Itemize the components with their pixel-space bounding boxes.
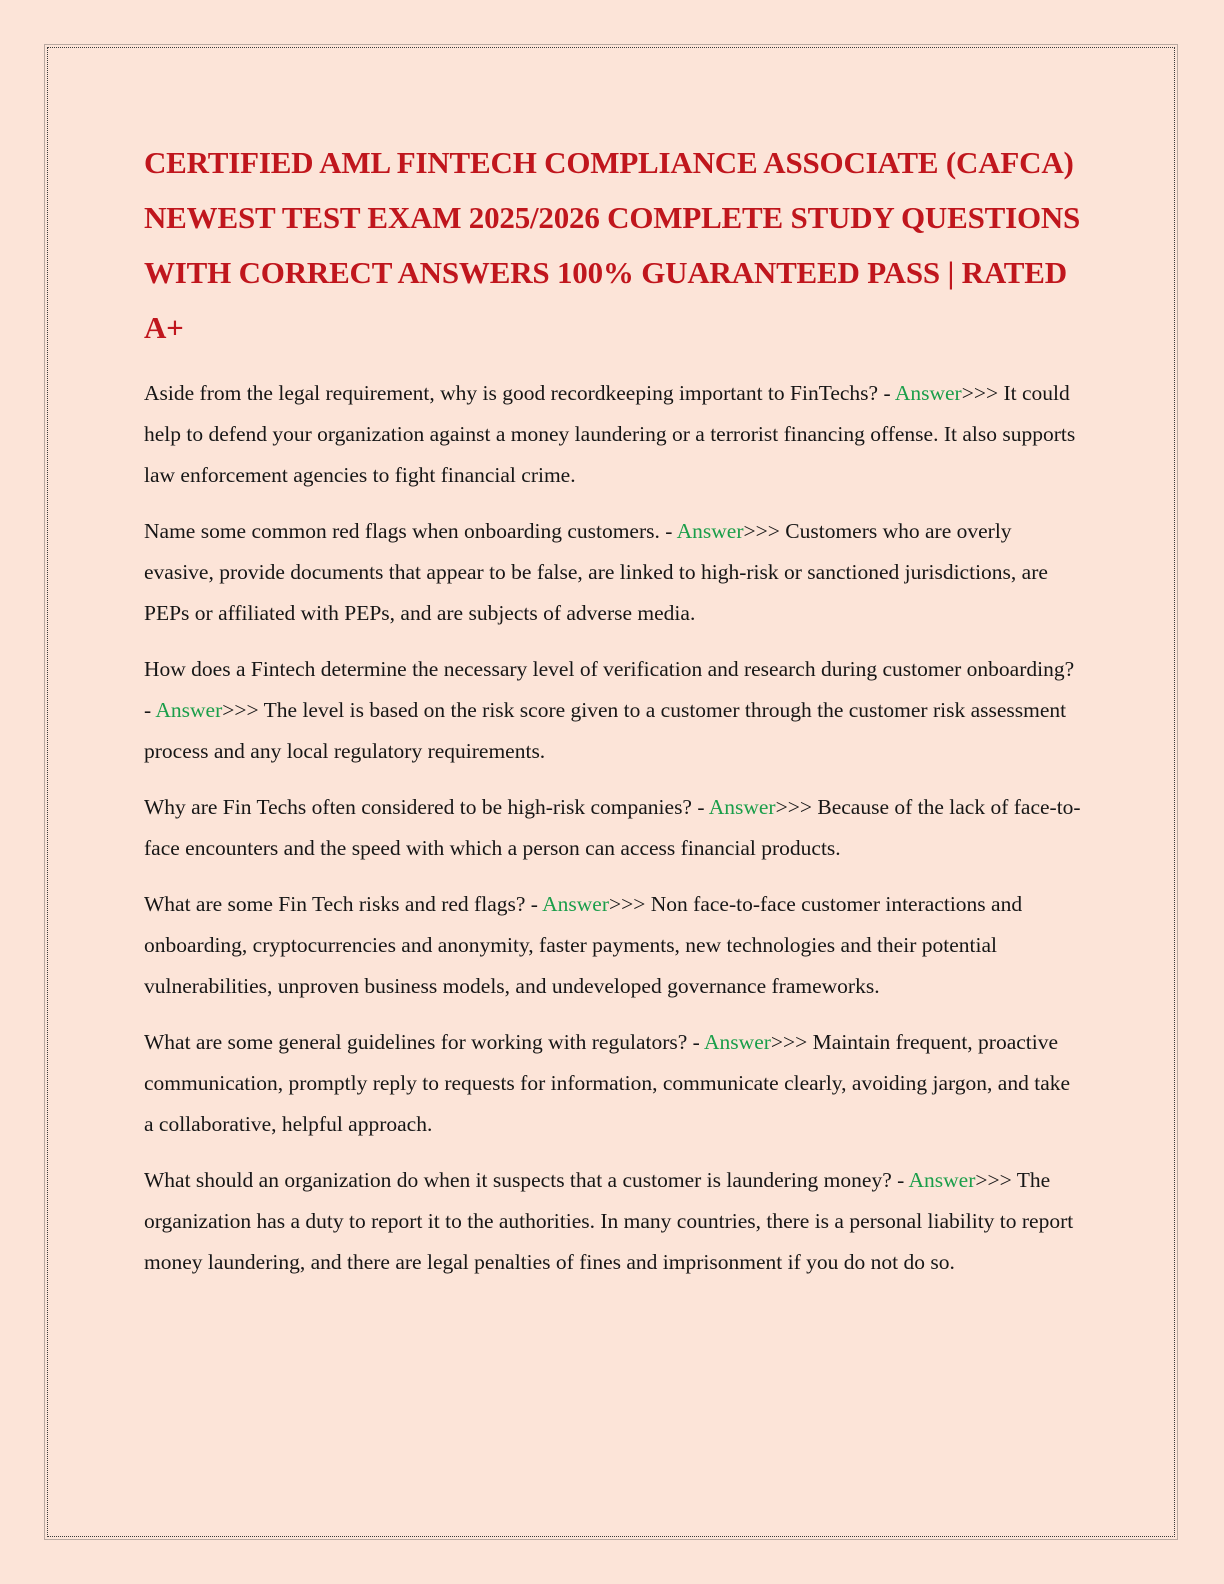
answer-marker: >>> [961, 381, 999, 405]
qa-item [144, 373, 1084, 496]
qa-item [144, 787, 1084, 869]
question-text: Name some common red flags when onboarding customers. - [144, 519, 673, 543]
answer-label: Answer [708, 795, 776, 819]
question-text: What are some general guidelines for working with regulators? - [144, 1030, 700, 1054]
qa-item [144, 884, 1084, 1007]
answer-text: The level is based on the risk score given to a customer through the customer risk assessment process and any local regulatory requirements. [144, 698, 1067, 763]
answer-label: Answer [542, 892, 610, 916]
question-text: What are some Fin Tech risks and red flags? - [144, 892, 538, 916]
answer-marker: >>> [770, 1030, 808, 1054]
answer-marker: >>> [975, 1168, 1012, 1192]
qa-item [144, 511, 1084, 634]
question-text: Why are Fin Techs often considered to be high-risk companies? - [144, 795, 705, 819]
answer-text: Customers who are overly evasive, provide documents that appear to be false, are linked to high-risk or sanctioned jurisdictions, are PEPs or affiliated with PEPs, and are subjects of adverse media. [144, 519, 1048, 625]
qa-item [144, 649, 1084, 772]
document-content [144, 135, 1084, 1298]
qa-item [144, 1022, 1084, 1145]
answer-marker: >>> [222, 698, 259, 722]
answer-text: Maintain frequent, proactive communication, promptly reply to requests for information, communicate clearly, avoiding jargon, and take a collaborative, helpful approach. [144, 1030, 1071, 1136]
answer-marker: >>> [609, 892, 646, 916]
answer-label: Answer [908, 1168, 976, 1192]
question-text: How does a Fintech determine the necessary level of verification and research during customer onboarding? - [144, 657, 1075, 722]
answer-text: Because of the lack of face-to-face encounters and the speed with which a person can access financial products. [144, 795, 1081, 860]
answer-text: It could help to defend your organization against a money laundering or a terrorist financing offense. It also supports law enforcement agencies to fight financial crime. [144, 381, 1076, 487]
answer-label: Answer [155, 698, 223, 722]
answer-marker: >>> [743, 519, 780, 543]
question-text: What should an organization do when it suspects that a customer is laundering money? - [144, 1168, 905, 1192]
answer-label: Answer [894, 381, 962, 405]
question-text: Aside from the legal requirement, why is good recordkeeping important to FinTechs? - [144, 381, 891, 405]
answer-text: The organization has a duty to report it to the authorities. In many countries, there is a personal liability to report money laundering, and there are legal penalties of fines and imprisonment if you do not do so. [144, 1168, 1074, 1274]
answer-label: Answer [704, 1030, 771, 1054]
answer-marker: >>> [775, 795, 812, 819]
document-title: CERTIFIED AML FINTECH COMPLIANCE ASSOCIATE (CAFCA) NEWEST TEST EXAM 2025/2026 COMPLETE STUDY QUESTIONS WITH CORRECT ANSWERS 100% GUARANTEED PASS | RATED A+ [144, 145, 1081, 345]
answer-text: Non face-to-face customer interactions and onboarding, cryptocurrencies and anonymity, faster payments, new technologies and their potential vulnerabilities, unproven business models, and undeveloped governance frameworks. [144, 892, 1023, 998]
qa-item [144, 1160, 1084, 1283]
answer-label: Answer [676, 519, 744, 543]
